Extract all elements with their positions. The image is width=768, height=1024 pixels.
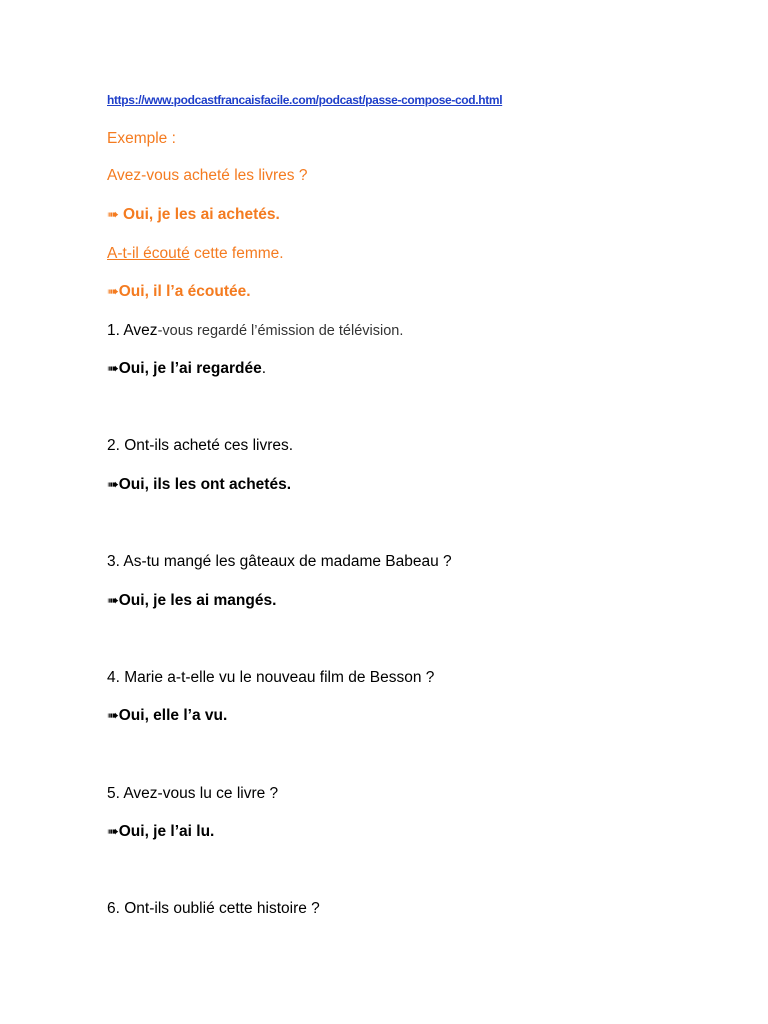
example-answer-1-text: Oui, je les ai achetés. — [118, 206, 280, 223]
exercise-5-question: 5. Avez-vous lu ce livre ? — [107, 785, 279, 802]
exercise-4-question: 4. Marie a-t-elle vu le nouveau film de Besson ? — [107, 669, 435, 686]
exercise-2-answer — [107, 475, 291, 495]
exercise-1-question — [107, 321, 403, 341]
example-label: Exemple : — [107, 130, 176, 147]
arrow-icon: ➠ — [107, 824, 119, 840]
exercise-5-answer-text: Oui, je l’ai lu. — [118, 823, 215, 840]
example-question-2-underlined: A-t-il écouté — [107, 245, 190, 262]
arrow-icon: ➠ — [107, 284, 119, 300]
example-question-2 — [107, 244, 284, 264]
exercise-4-answer-text: Oui, elle l’a vu. — [118, 707, 228, 724]
example-answer-2-text: Oui, il l’a écoutée. — [118, 283, 251, 300]
exercise-4-answer — [107, 706, 227, 726]
arrow-icon: ➠ — [107, 477, 119, 493]
exercise-1-answer-end: . — [261, 360, 267, 377]
exercise-1-answer-text: Oui, je l’ai regardée — [118, 360, 262, 377]
arrow-icon: ➠ — [107, 708, 119, 724]
exercise-2-answer-text: Oui, ils les ont achetés. — [118, 476, 292, 493]
exercise-3-answer-text: Oui, je les ai mangés. — [118, 592, 277, 609]
arrow-icon: ➠ — [107, 207, 119, 223]
exercise-3-answer — [107, 591, 276, 611]
exercise-5-answer — [107, 822, 214, 842]
exercise-2-question: 2. Ont-ils acheté ces livres. — [107, 437, 294, 454]
example-answer-2 — [107, 282, 251, 302]
exercise-1-question-prefix: 1. Avez — [107, 322, 158, 339]
example-question-1: Avez-vous acheté les livres ? — [107, 167, 308, 184]
arrow-icon: ➠ — [107, 593, 119, 609]
exercise-1-answer — [107, 359, 266, 379]
exercise-6-question: 6. Ont-ils oublié cette histoire ? — [107, 900, 320, 917]
exercise-3-question: 3. As-tu mangé les gâteaux de madame Babeau ? — [107, 553, 452, 570]
arrow-icon: ➠ — [107, 361, 119, 377]
example-answer-1 — [107, 205, 280, 225]
exercise-1-question-rest: -vous regardé l’émission de télévision. — [157, 323, 404, 339]
source-link[interactable]: https://www.podcastfrancaisfacile.com/podcast/passe-compose-cod.html — [107, 93, 503, 107]
example-question-2-rest: cette femme. — [189, 245, 284, 262]
